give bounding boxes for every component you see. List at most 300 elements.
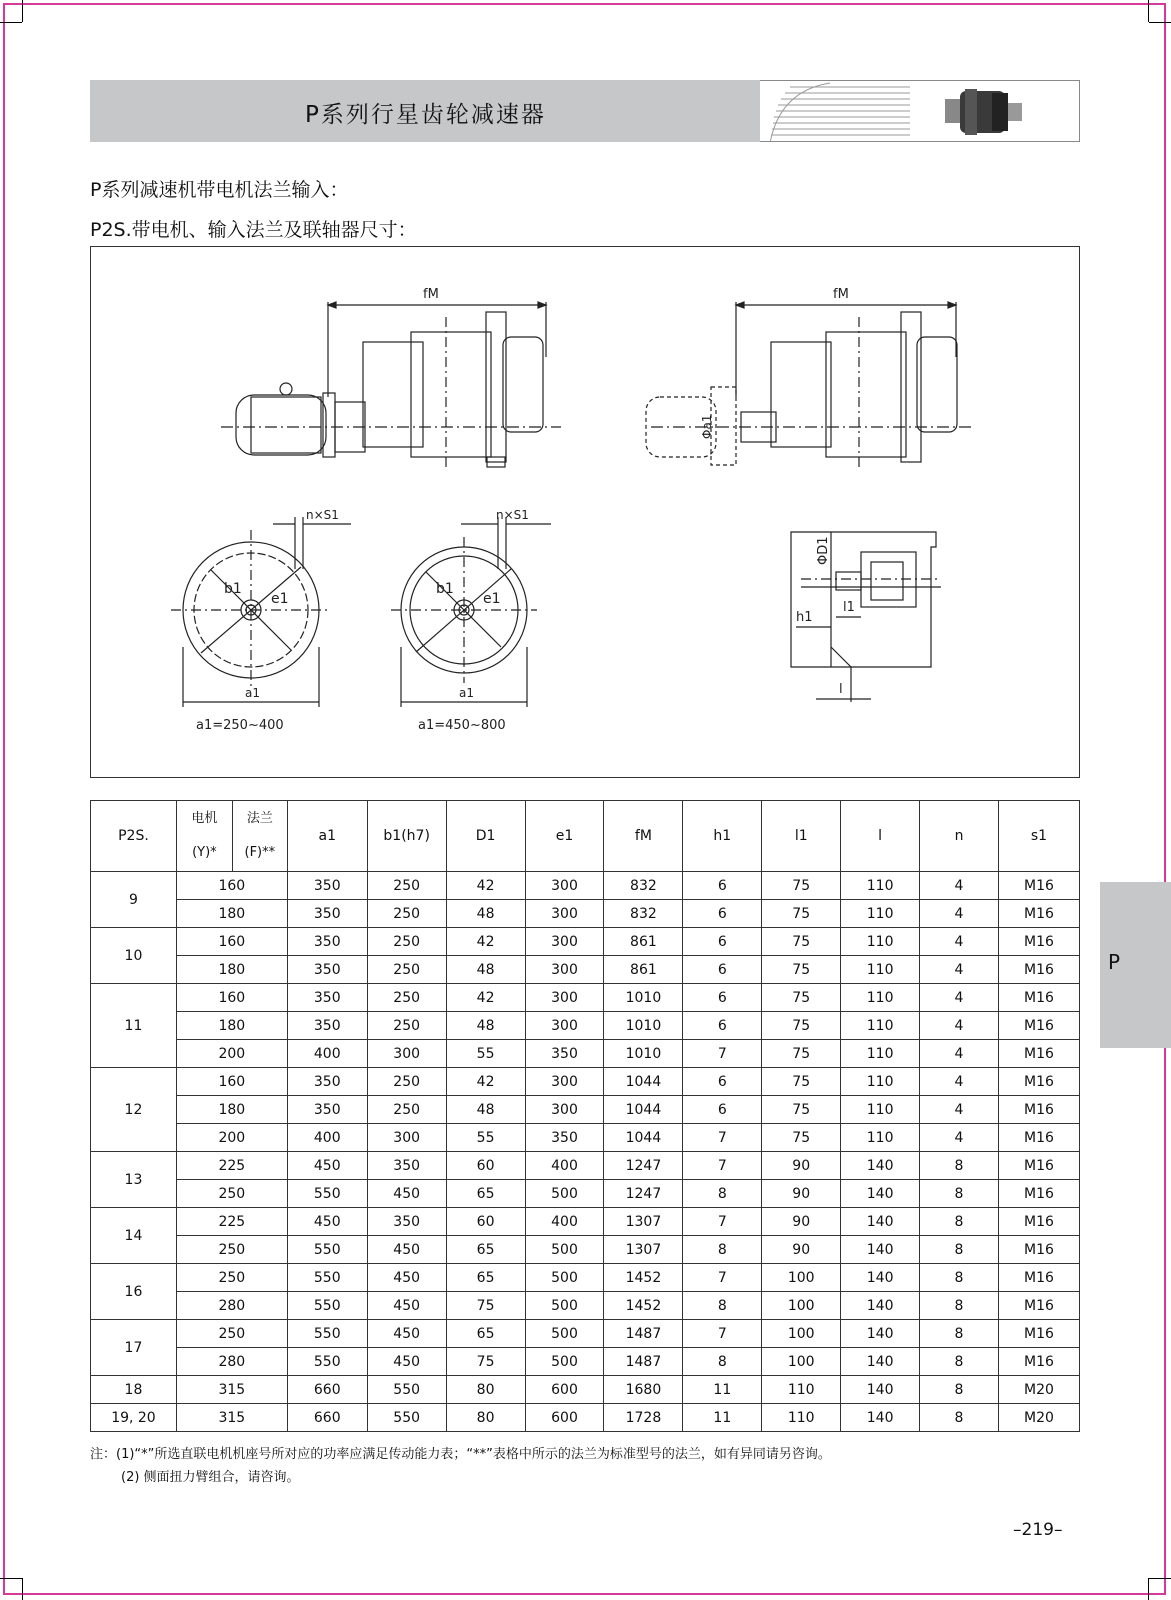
crop-mark xyxy=(1148,0,1149,22)
table-cell: 280 xyxy=(176,1348,287,1376)
table-cell: 350 xyxy=(287,928,367,956)
table-cell: 4 xyxy=(920,928,999,956)
table-cell: 11 xyxy=(683,1404,762,1432)
header-d1: D1 xyxy=(446,801,525,872)
e1-label-2: e1 xyxy=(483,591,501,607)
size-cell: 10 xyxy=(91,928,177,984)
technical-drawing xyxy=(90,246,1080,778)
table-cell: 350 xyxy=(287,1012,367,1040)
table-cell: M16 xyxy=(998,1264,1079,1292)
table-cell: M16 xyxy=(998,1320,1079,1348)
crop-mark xyxy=(0,1578,22,1579)
table-cell: 450 xyxy=(367,1348,446,1376)
table-cell: 1247 xyxy=(604,1152,683,1180)
table-cell: 350 xyxy=(287,872,367,900)
table-cell: M16 xyxy=(998,1236,1079,1264)
table-cell: 1044 xyxy=(604,1096,683,1124)
table-cell: M16 xyxy=(998,872,1079,900)
table-cell: 250 xyxy=(367,900,446,928)
size-cell: 12 xyxy=(91,1068,177,1152)
table-cell: 4 xyxy=(920,1040,999,1068)
table-cell: 250 xyxy=(367,956,446,984)
table-cell: 832 xyxy=(604,900,683,928)
table-cell: 65 xyxy=(446,1180,525,1208)
table-cell: 1487 xyxy=(604,1348,683,1376)
table-cell: 660 xyxy=(287,1404,367,1432)
table-cell: 550 xyxy=(287,1264,367,1292)
size-cell: 11 xyxy=(91,984,177,1068)
dimension-table xyxy=(90,800,1080,1432)
table-cell: M16 xyxy=(998,1292,1079,1320)
table-row xyxy=(91,1180,1080,1208)
table-cell: 160 xyxy=(176,1068,287,1096)
table-cell: 75 xyxy=(762,872,841,900)
table-row xyxy=(91,1292,1080,1320)
crop-mark xyxy=(0,22,22,23)
table-cell: 4 xyxy=(920,872,999,900)
table-cell: 225 xyxy=(176,1208,287,1236)
table-cell: 55 xyxy=(446,1124,525,1152)
table-cell: 110 xyxy=(841,1040,920,1068)
table-cell: 6 xyxy=(683,1068,762,1096)
table-cell: 6 xyxy=(683,1012,762,1040)
table-cell: 110 xyxy=(841,928,920,956)
header-product-image xyxy=(760,80,1080,142)
table-cell: 8 xyxy=(920,1208,999,1236)
table-cell: 660 xyxy=(287,1376,367,1404)
table-cell: 1452 xyxy=(604,1292,683,1320)
size-cell: 9 xyxy=(91,872,177,928)
table-cell: 350 xyxy=(287,984,367,1012)
crop-mark xyxy=(1149,22,1171,23)
table-cell: 300 xyxy=(525,956,604,984)
footnote-2: (2) 侧面扭力臂组合，请咨询。 xyxy=(121,1470,300,1485)
table-row xyxy=(91,1012,1080,1040)
table-cell: 861 xyxy=(604,928,683,956)
table-cell: 600 xyxy=(525,1404,604,1432)
table-cell: 350 xyxy=(287,956,367,984)
table-cell: 500 xyxy=(525,1348,604,1376)
table-row xyxy=(91,1096,1080,1124)
table-cell: 140 xyxy=(841,1292,920,1320)
table-cell: 7 xyxy=(683,1152,762,1180)
l-label: l xyxy=(839,682,843,697)
table-cell: 75 xyxy=(762,900,841,928)
table-cell: 8 xyxy=(920,1152,999,1180)
table-cell: 160 xyxy=(176,872,287,900)
table-cell: 7 xyxy=(683,1124,762,1152)
table-cell: 1728 xyxy=(604,1404,683,1432)
size-cell: 17 xyxy=(91,1320,177,1376)
a1-label: a1 xyxy=(245,686,260,700)
table-row xyxy=(91,1376,1080,1404)
table-cell: 160 xyxy=(176,928,287,956)
crop-mark xyxy=(1148,1578,1149,1600)
table-cell: 48 xyxy=(446,900,525,928)
table-cell: 8 xyxy=(920,1264,999,1292)
table-cell: 400 xyxy=(525,1208,604,1236)
table-cell: 180 xyxy=(176,956,287,984)
table-body xyxy=(91,872,1080,1432)
gearbox-side-view-left xyxy=(221,287,561,467)
table-cell: M16 xyxy=(998,1152,1079,1180)
size-cell: 18 xyxy=(91,1376,177,1404)
table-cell: 6 xyxy=(683,984,762,1012)
table-cell: 450 xyxy=(367,1264,446,1292)
table-row xyxy=(91,1208,1080,1236)
header-e1: e1 xyxy=(525,801,604,872)
table-cell: 140 xyxy=(841,1264,920,1292)
table-cell: 42 xyxy=(446,1068,525,1096)
size-cell: 14 xyxy=(91,1208,177,1264)
table-row xyxy=(91,956,1080,984)
table-cell: 7 xyxy=(683,1208,762,1236)
table-cell: M16 xyxy=(998,1068,1079,1096)
table-cell: 450 xyxy=(367,1180,446,1208)
page-number: –219– xyxy=(1013,1520,1063,1540)
table-cell: M16 xyxy=(998,1096,1079,1124)
table-cell: 300 xyxy=(525,984,604,1012)
table-cell: 75 xyxy=(446,1292,525,1320)
table-row xyxy=(91,984,1080,1012)
header-motor-top: 电机 xyxy=(191,811,218,826)
table-cell: 250 xyxy=(176,1264,287,1292)
table-cell: 280 xyxy=(176,1292,287,1320)
table-cell: 4 xyxy=(920,900,999,928)
table-cell: 250 xyxy=(367,1096,446,1124)
table-cell: 6 xyxy=(683,928,762,956)
table-cell: 300 xyxy=(367,1040,446,1068)
table-cell: 300 xyxy=(525,900,604,928)
header-flange xyxy=(232,801,287,872)
table-cell: 400 xyxy=(287,1124,367,1152)
table-cell: 250 xyxy=(176,1320,287,1348)
table-cell: 550 xyxy=(287,1236,367,1264)
table-row xyxy=(91,928,1080,956)
table-cell: 100 xyxy=(762,1264,841,1292)
table-cell: 1010 xyxy=(604,1012,683,1040)
table-row xyxy=(91,1404,1080,1432)
table-row xyxy=(91,1348,1080,1376)
table-cell: 550 xyxy=(287,1348,367,1376)
header-motor-bottom: (Y)* xyxy=(192,845,217,860)
header-h1: h1 xyxy=(683,801,762,872)
table-cell: 300 xyxy=(367,1124,446,1152)
table-cell: 160 xyxy=(176,984,287,1012)
table-cell: M20 xyxy=(998,1404,1079,1432)
table-cell: 500 xyxy=(525,1236,604,1264)
table-cell: 140 xyxy=(841,1208,920,1236)
table-cell: 110 xyxy=(762,1404,841,1432)
e1-label: e1 xyxy=(271,591,289,607)
table-cell: 140 xyxy=(841,1236,920,1264)
table-cell: 861 xyxy=(604,956,683,984)
table-cell: 60 xyxy=(446,1208,525,1236)
section-subheading: P2S.带电机、输入法兰及联轴器尺寸： xyxy=(90,219,417,241)
table-cell: 832 xyxy=(604,872,683,900)
fm-label-left: fM xyxy=(423,287,439,302)
table-cell: M16 xyxy=(998,1208,1079,1236)
table-cell: 180 xyxy=(176,1012,287,1040)
table-cell: 7 xyxy=(683,1320,762,1348)
header-motor xyxy=(176,801,232,872)
table-cell: M16 xyxy=(998,900,1079,928)
gearbox-icon xyxy=(945,89,1022,135)
table-cell: 8 xyxy=(920,1348,999,1376)
table-cell: 42 xyxy=(446,984,525,1012)
table-cell: M20 xyxy=(998,1376,1079,1404)
side-tab-label: P xyxy=(1108,950,1121,974)
l1-label: l1 xyxy=(843,600,855,615)
table-cell: M16 xyxy=(998,1348,1079,1376)
phi-d1-label: ΦD1 xyxy=(816,536,831,565)
b1-label: b1 xyxy=(224,581,242,597)
table-cell: 8 xyxy=(683,1292,762,1320)
table-cell: 350 xyxy=(367,1152,446,1180)
table-cell: 350 xyxy=(287,1096,367,1124)
table-cell: 300 xyxy=(525,928,604,956)
table-cell: 100 xyxy=(762,1292,841,1320)
table-row xyxy=(91,1320,1080,1348)
table-cell: 250 xyxy=(367,1068,446,1096)
table-cell: 8 xyxy=(920,1404,999,1432)
table-cell: 1247 xyxy=(604,1180,683,1208)
table-cell: 48 xyxy=(446,956,525,984)
side-tab xyxy=(1100,882,1171,1048)
table-cell: 600 xyxy=(525,1376,604,1404)
table-cell: 60 xyxy=(446,1152,525,1180)
table-cell: 140 xyxy=(841,1180,920,1208)
table-cell: 350 xyxy=(525,1040,604,1068)
section-heading: P系列减速机带电机法兰输入： xyxy=(90,179,349,201)
table-cell: 180 xyxy=(176,900,287,928)
header-l: l xyxy=(841,801,920,872)
table-cell: 90 xyxy=(762,1236,841,1264)
table-cell: 140 xyxy=(841,1320,920,1348)
table-cell: 350 xyxy=(287,900,367,928)
table-cell: 225 xyxy=(176,1152,287,1180)
table-cell: 4 xyxy=(920,956,999,984)
header-n: n xyxy=(920,801,999,872)
header-flange-bottom: (F)** xyxy=(244,845,276,860)
table-cell: 140 xyxy=(841,1348,920,1376)
coupling-detail xyxy=(791,532,941,702)
table-cell: 200 xyxy=(176,1124,287,1152)
table-cell: 315 xyxy=(176,1404,287,1432)
table-cell: 350 xyxy=(367,1208,446,1236)
table-cell: 110 xyxy=(841,1068,920,1096)
table-cell: 75 xyxy=(446,1348,525,1376)
table-cell: 500 xyxy=(525,1180,604,1208)
table-cell: M16 xyxy=(998,984,1079,1012)
header-s1: s1 xyxy=(998,801,1079,872)
table-cell: 450 xyxy=(287,1152,367,1180)
table-cell: 1044 xyxy=(604,1068,683,1096)
table-cell: 55 xyxy=(446,1040,525,1068)
table-cell: 500 xyxy=(525,1292,604,1320)
table-cell: 110 xyxy=(841,900,920,928)
table-cell: 8 xyxy=(920,1376,999,1404)
table-cell: 4 xyxy=(920,1012,999,1040)
table-cell: 75 xyxy=(762,1040,841,1068)
table-cell: 300 xyxy=(525,1068,604,1096)
table-cell: 6 xyxy=(683,872,762,900)
table-cell: 100 xyxy=(762,1348,841,1376)
table-row xyxy=(91,1124,1080,1152)
table-cell: 65 xyxy=(446,1320,525,1348)
table-cell: 250 xyxy=(367,928,446,956)
table-cell: 4 xyxy=(920,1068,999,1096)
table-cell: 140 xyxy=(841,1152,920,1180)
table-cell: 315 xyxy=(176,1376,287,1404)
table-cell: 250 xyxy=(367,1012,446,1040)
table-row xyxy=(91,900,1080,928)
table-row xyxy=(91,1236,1080,1264)
table-cell: 90 xyxy=(762,1208,841,1236)
table-cell: M16 xyxy=(998,1012,1079,1040)
table-cell: 6 xyxy=(683,956,762,984)
table-cell: 42 xyxy=(446,872,525,900)
header-fm: fM xyxy=(604,801,683,872)
table-cell: 450 xyxy=(367,1320,446,1348)
table-cell: 1044 xyxy=(604,1124,683,1152)
table-cell: 90 xyxy=(762,1180,841,1208)
table-cell: 450 xyxy=(287,1208,367,1236)
table-row xyxy=(91,872,1080,900)
table-cell: 48 xyxy=(446,1096,525,1124)
b1-label-2: b1 xyxy=(436,581,454,597)
table-cell: M16 xyxy=(998,956,1079,984)
table-cell: 180 xyxy=(176,1096,287,1124)
table-cell: 550 xyxy=(287,1320,367,1348)
table-cell: 110 xyxy=(841,1012,920,1040)
table-cell: 100 xyxy=(762,1320,841,1348)
n-s1-label-2: n×S1 xyxy=(496,508,529,522)
table-cell: 80 xyxy=(446,1376,525,1404)
table-cell: 350 xyxy=(287,1068,367,1096)
crop-mark xyxy=(22,0,23,22)
table-cell: 8 xyxy=(683,1180,762,1208)
a1-range-large: a1=450~800 xyxy=(418,718,506,733)
flange-front-view-large xyxy=(391,508,551,733)
table-cell: 4 xyxy=(920,984,999,1012)
table-cell: 42 xyxy=(446,928,525,956)
header-a1: a1 xyxy=(287,801,367,872)
table-cell: 6 xyxy=(683,900,762,928)
table-cell: 300 xyxy=(525,872,604,900)
table-cell: 450 xyxy=(367,1236,446,1264)
header-l1: l1 xyxy=(762,801,841,872)
table-cell: 65 xyxy=(446,1264,525,1292)
header-p2s: P2S. xyxy=(91,801,177,872)
size-cell: 13 xyxy=(91,1152,177,1208)
table-cell: 300 xyxy=(525,1096,604,1124)
table-cell: M16 xyxy=(998,1124,1079,1152)
table-cell: 65 xyxy=(446,1236,525,1264)
table-cell: 550 xyxy=(287,1292,367,1320)
table-cell: 8 xyxy=(920,1236,999,1264)
table-cell: 75 xyxy=(762,956,841,984)
table-cell: 75 xyxy=(762,928,841,956)
n-s1-label: n×S1 xyxy=(306,508,339,522)
table-cell: 80 xyxy=(446,1404,525,1432)
header-b1: b1(h7) xyxy=(367,801,446,872)
table-row xyxy=(91,1068,1080,1096)
crop-mark xyxy=(22,1578,23,1600)
table-row xyxy=(91,1040,1080,1068)
table-cell: 350 xyxy=(525,1124,604,1152)
table-cell: 400 xyxy=(287,1040,367,1068)
footnote-1: 注：(1)“*”所选直联电机机座号所对应的功率应满足传动能力表；“**”表格中所示的法兰为标准型号的法兰，如有异同请另咨询。 xyxy=(90,1447,831,1462)
table-cell: 500 xyxy=(525,1320,604,1348)
table-cell: 110 xyxy=(841,956,920,984)
table-cell: 75 xyxy=(762,1124,841,1152)
crop-mark xyxy=(1149,1578,1171,1579)
table-cell: 8 xyxy=(683,1348,762,1376)
table-cell: 11 xyxy=(683,1376,762,1404)
table-cell: M16 xyxy=(998,928,1079,956)
table-cell: 300 xyxy=(525,1012,604,1040)
table-cell: 110 xyxy=(841,1096,920,1124)
page-title: P系列行星齿轮减速器 xyxy=(305,102,546,128)
table-cell: 75 xyxy=(762,1068,841,1096)
table-cell: 400 xyxy=(525,1152,604,1180)
table-cell: 140 xyxy=(841,1376,920,1404)
table-cell: 7 xyxy=(683,1040,762,1068)
table-cell: 110 xyxy=(841,984,920,1012)
table-cell: M16 xyxy=(998,1180,1079,1208)
table-cell: 1010 xyxy=(604,1040,683,1068)
table-cell: 1680 xyxy=(604,1376,683,1404)
table-cell: 110 xyxy=(841,1124,920,1152)
table-cell: 4 xyxy=(920,1124,999,1152)
flange-front-view-small xyxy=(171,508,351,733)
table-cell: 110 xyxy=(762,1376,841,1404)
table-cell: 75 xyxy=(762,1012,841,1040)
table-cell: 48 xyxy=(446,1012,525,1040)
phi-a1-label: Φa1 xyxy=(700,414,714,439)
table-cell: 1487 xyxy=(604,1320,683,1348)
table-cell: 550 xyxy=(367,1376,446,1404)
table-cell: 1010 xyxy=(604,984,683,1012)
size-cell: 19, 20 xyxy=(91,1404,177,1432)
table-cell: M16 xyxy=(998,1040,1079,1068)
table-cell: 6 xyxy=(683,1096,762,1124)
fm-label-right: fM xyxy=(833,287,849,302)
table-cell: 250 xyxy=(367,984,446,1012)
header-flange-top: 法兰 xyxy=(246,811,273,826)
size-cell: 16 xyxy=(91,1264,177,1320)
table-cell: 550 xyxy=(287,1180,367,1208)
gearbox-side-view-right xyxy=(646,287,971,467)
table-cell: 250 xyxy=(367,872,446,900)
table-cell: 1307 xyxy=(604,1208,683,1236)
table-cell: 1452 xyxy=(604,1264,683,1292)
table-cell: 8 xyxy=(920,1320,999,1348)
table-cell: 140 xyxy=(841,1404,920,1432)
table-cell: 1307 xyxy=(604,1236,683,1264)
table-cell: 500 xyxy=(525,1264,604,1292)
table-cell: 90 xyxy=(762,1152,841,1180)
table-cell: 8 xyxy=(920,1292,999,1320)
table-cell: 110 xyxy=(841,872,920,900)
h1-label: h1 xyxy=(796,610,813,625)
table-cell: 8 xyxy=(920,1180,999,1208)
table-cell: 75 xyxy=(762,984,841,1012)
table-row xyxy=(91,1264,1080,1292)
table-cell: 250 xyxy=(176,1180,287,1208)
table-row xyxy=(91,1152,1080,1180)
